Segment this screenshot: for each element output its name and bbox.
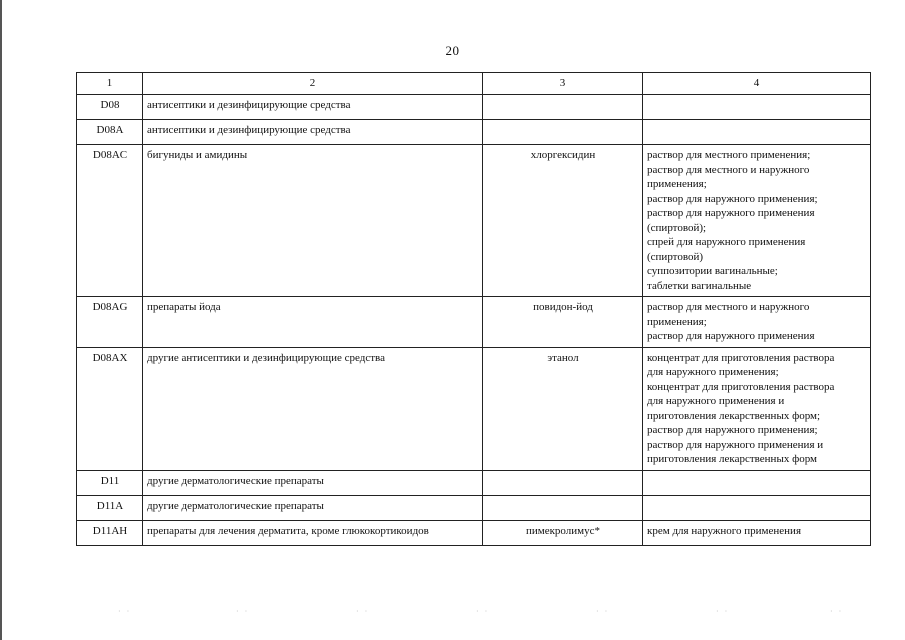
atc-code-cell: D11 (77, 470, 143, 495)
atc-code-cell: D08A (77, 120, 143, 145)
header-row (77, 73, 871, 95)
dosage-form-line: концентрат для приготовления раствора (647, 351, 835, 364)
dosage-form-line: (спиртовой); (647, 221, 707, 234)
atc-code-cell: D08 (77, 95, 143, 120)
table-row (77, 120, 871, 145)
dosage-form-line: раствор для наружного применения (647, 207, 815, 219)
dosage-forms-cell (643, 145, 871, 297)
dosage-form-line: для наружного применения; (647, 366, 779, 378)
atc-group-cell: другие дерматологические препараты (143, 470, 483, 495)
atc-group-cell: препараты для лечения дерматита, кроме глюкокортикоидов (143, 520, 483, 545)
drug-name-cell: этанол (483, 347, 643, 470)
dosage-forms-cell (643, 95, 871, 120)
table-body (77, 95, 871, 546)
atc-group-cell: бигуниды и амидины (143, 145, 483, 297)
header-col-3: 3 (483, 73, 643, 95)
dosage-forms-cell (643, 470, 871, 495)
dosage-form-line: спрей для наружного применения (647, 236, 806, 248)
atc-code-cell: D08AX (77, 347, 143, 470)
atc-group-cell: другие дерматологические препараты (143, 495, 483, 520)
dosage-form-line: приготовления лекарственных форм; (647, 409, 821, 422)
dosage-forms-cell (643, 495, 871, 520)
scan-artifacts: · · · · · · · · · · · · · · (118, 607, 844, 616)
dosage-form-line: раствор для местного и наружного (647, 301, 810, 313)
dosage-form-line: для наружного применения и (647, 395, 785, 407)
dosage-form-line: раствор для наружного применения; (647, 424, 818, 436)
table-row (77, 520, 871, 545)
table-row (77, 495, 871, 520)
dosage-form-line: применения; (647, 315, 707, 328)
header-col-1: 1 (77, 73, 143, 95)
drug-name-cell (483, 120, 643, 145)
page-number: 20 (445, 43, 460, 58)
drug-name-cell: хлоргексидин (483, 145, 643, 297)
dosage-form-line: применения; (647, 178, 707, 190)
header-col-4: 4 (643, 73, 871, 95)
dosage-form-line: раствор для местного применения; (647, 149, 811, 161)
atc-group-cell: антисептики и дезинфицирующие средства (143, 95, 483, 120)
atc-code-cell: D11AH (77, 520, 143, 545)
atc-code-cell: D11A (77, 495, 143, 520)
dosage-form-line: таблетки вагинальные (647, 279, 752, 292)
table-row (77, 347, 871, 470)
atc-group-cell: другие антисептики и дезинфицирующие средства (143, 347, 483, 470)
atc-group-cell: антисептики и дезинфицирующие средства (143, 120, 483, 145)
dosage-forms-cell (643, 297, 871, 348)
drug-name-cell (483, 495, 643, 520)
header-col-2: 2 (143, 73, 483, 95)
table-row (77, 95, 871, 120)
table-row (77, 145, 871, 297)
dosage-form-line: (спиртовой) (647, 250, 704, 263)
dosage-form-line: раствор для наружного применения; (647, 192, 818, 205)
table-row (77, 470, 871, 495)
dosage-form-line: концентрат для приготовления раствора (647, 380, 835, 393)
drug-name-cell: пимекролимус* (483, 520, 643, 545)
dosage-forms-cell (643, 520, 871, 545)
dosage-form-line: суппозитории вагинальные; (647, 265, 778, 277)
atc-group-cell: препараты йода (143, 297, 483, 348)
table-row (77, 297, 871, 348)
drug-table (76, 72, 871, 546)
atc-code-cell: D08AG (77, 297, 143, 348)
dosage-form-line: раствор для наружного применения (647, 330, 815, 342)
drug-name-cell (483, 470, 643, 495)
dosage-forms-cell (643, 120, 871, 145)
dosage-forms-cell (643, 347, 871, 470)
drug-name-cell: повидон-йод (483, 297, 643, 348)
dosage-form-line: приготовления лекарственных форм (647, 453, 818, 465)
drug-name-cell (483, 95, 643, 120)
dosage-form-line: раствор для наружного применения и (647, 438, 824, 451)
scan-edge (0, 0, 2, 640)
dosage-form-line: раствор для местного и наружного (647, 163, 810, 176)
dosage-form-line: крем для наружного применения (647, 524, 802, 537)
atc-code-cell: D08AC (77, 145, 143, 297)
